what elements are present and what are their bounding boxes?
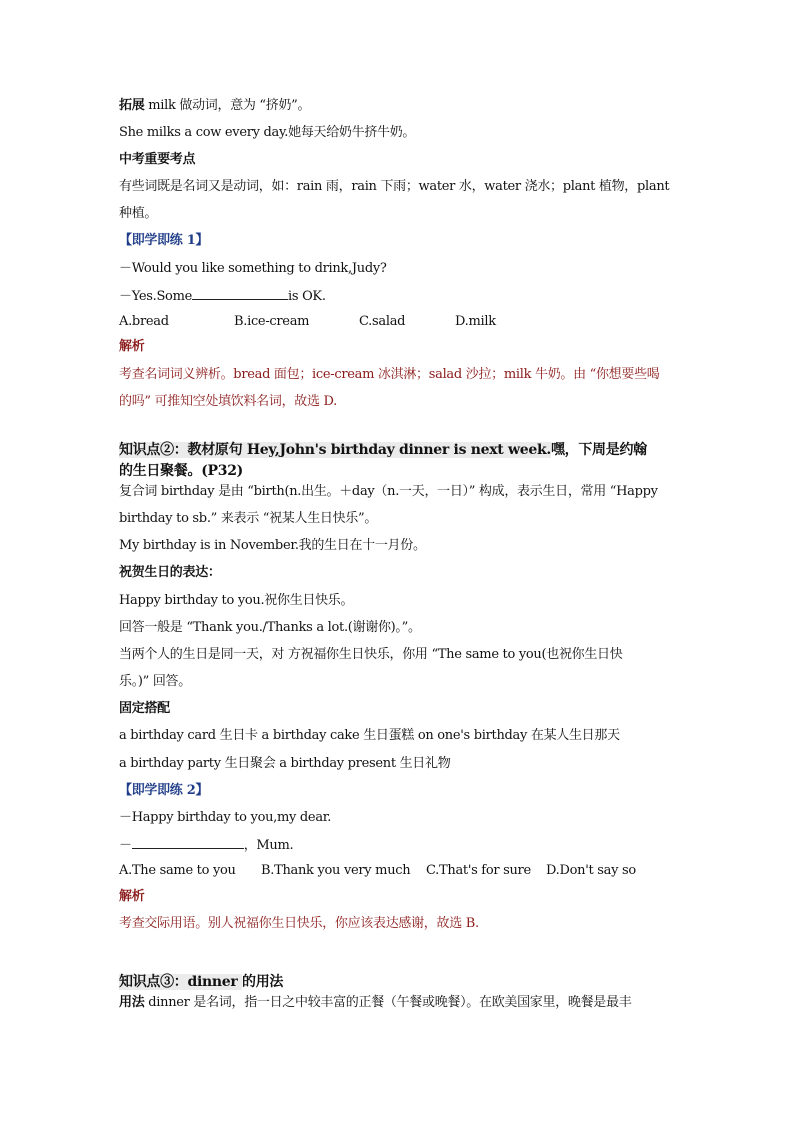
practice-2-analysis: 考查交际用语。别人祝福你生日快乐，你应该表达感谢，故选 B. xyxy=(119,916,479,931)
kp2-title-sentence: Hey,John's birthday dinner is next week. xyxy=(246,442,551,458)
practice-1-question-2 xyxy=(119,287,326,306)
exam-points-heading: 中考重要考点 xyxy=(119,152,196,167)
practice-2-question-1: －Happy birthday to you,my dear. xyxy=(119,810,332,825)
extend-line xyxy=(119,97,310,115)
practice-1-question-1: －Would you like something to drink,Judy? xyxy=(119,261,387,276)
collocation-line-1: a birthday card 生日卡 a birthday cake 生日蛋糕 on one's birthday 在某人生日那天 xyxy=(119,728,620,743)
exam-points-line-1: 有些词既是名词又是动词，如：rain 雨，rain 下雨；water 水，water 浇水；plant 植物，plant xyxy=(119,179,670,194)
practice-1-analysis-label: 解析 xyxy=(119,339,145,354)
collocation-line-2: a birthday party 生日聚会 a birthday present 生日礼物 xyxy=(119,756,451,771)
exam-points-line-2: 种植。 xyxy=(119,206,158,221)
usage-text: dinner 是名词，指一日之中较丰富的正餐（午餐或晚餐）。在欧美国家里，晚餐是最丰 xyxy=(144,995,632,1010)
question-prefix: － xyxy=(119,838,132,853)
answer-blank xyxy=(132,836,244,849)
practice-1-option-a: A.bread xyxy=(119,314,169,329)
kp2-example: My birthday is in November.我的生日在十一月份。 xyxy=(119,538,426,553)
practice-2-option-b: B.Thank you very much xyxy=(261,863,411,878)
practice-2-option-d: D.Don't say so xyxy=(546,863,636,878)
collocation-heading: 固定搭配 xyxy=(119,701,170,716)
greeting-example-1: Happy birthday to you.祝你生日快乐。 xyxy=(119,593,354,608)
practice-2-question-2 xyxy=(119,836,293,855)
knowledge-point-3-title xyxy=(119,973,283,991)
kp2-title-label: 知识点②：教材原句 xyxy=(119,442,247,458)
answer-blank xyxy=(192,287,288,300)
practice-1-heading: 【即学即练 1】 xyxy=(119,233,209,248)
usage-label: 用法 xyxy=(119,995,145,1010)
question-prefix: －Yes.Some xyxy=(119,289,193,304)
greeting-heading: 祝贺生日的表达： xyxy=(119,565,221,580)
kp2-title-tail: 嘿，下周是约翰 xyxy=(550,442,647,458)
kp2-paragraph-line-2: birthday to sb.” 来表示 “祝某人生日快乐”。 xyxy=(119,511,378,526)
kp3-title-tail: 的用法 xyxy=(242,974,284,990)
kp2-paragraph-line-1: 复合词 birthday 是由 “birth(n.出生。＋day（n.一天，一日）” 构成，表示生日，常用 “Happy xyxy=(119,484,658,499)
practice-2-option-a: A.The same to you xyxy=(119,863,236,878)
practice-1-analysis-line-2: 的吗” 可推知空处填饮料名词，故选 D. xyxy=(119,394,338,409)
practice-2-option-c: C.That's for sure xyxy=(426,863,531,878)
knowledge-point-2-title-line-1 xyxy=(119,441,647,459)
kp3-usage-line xyxy=(119,994,631,1012)
knowledge-point-2-title-line-2: 的生日聚餐。(P32) xyxy=(119,463,243,479)
same-birthday-line-1: 当两个人的生日是同一天，对 方祝福你生日快乐，你用 “The same to you(也祝你生日快 xyxy=(119,647,623,662)
same-birthday-line-2: 乐。)” 回答。 xyxy=(119,674,191,689)
kp3-title-label: 知识点③：dinner xyxy=(119,974,243,990)
milk-example: She milks a cow every day.她每天给奶牛挤牛奶。 xyxy=(119,125,416,140)
practice-2-heading: 【即学即练 2】 xyxy=(119,783,209,798)
extend-label: 拓展 xyxy=(119,98,145,113)
question-suffix: is OK. xyxy=(288,289,326,304)
practice-1-option-b: B.ice-cream xyxy=(234,314,310,329)
greeting-example-2: 回答一般是 “Thank you./Thanks a lot.(谢谢你)。”。 xyxy=(119,620,421,635)
question-suffix: ，Mum. xyxy=(243,838,294,853)
practice-1-option-c: C.salad xyxy=(359,314,406,329)
practice-2-analysis-label: 解析 xyxy=(119,889,145,904)
practice-1-option-d: D.milk xyxy=(455,314,496,329)
extend-text: milk 做动词，意为 “挤奶”。 xyxy=(144,98,311,113)
practice-1-analysis-line-1: 考查名词词义辨析。bread 面包；ice-cream 冰淇淋；salad 沙拉；milk 牛奶。由 “你想要些喝 xyxy=(119,367,660,382)
